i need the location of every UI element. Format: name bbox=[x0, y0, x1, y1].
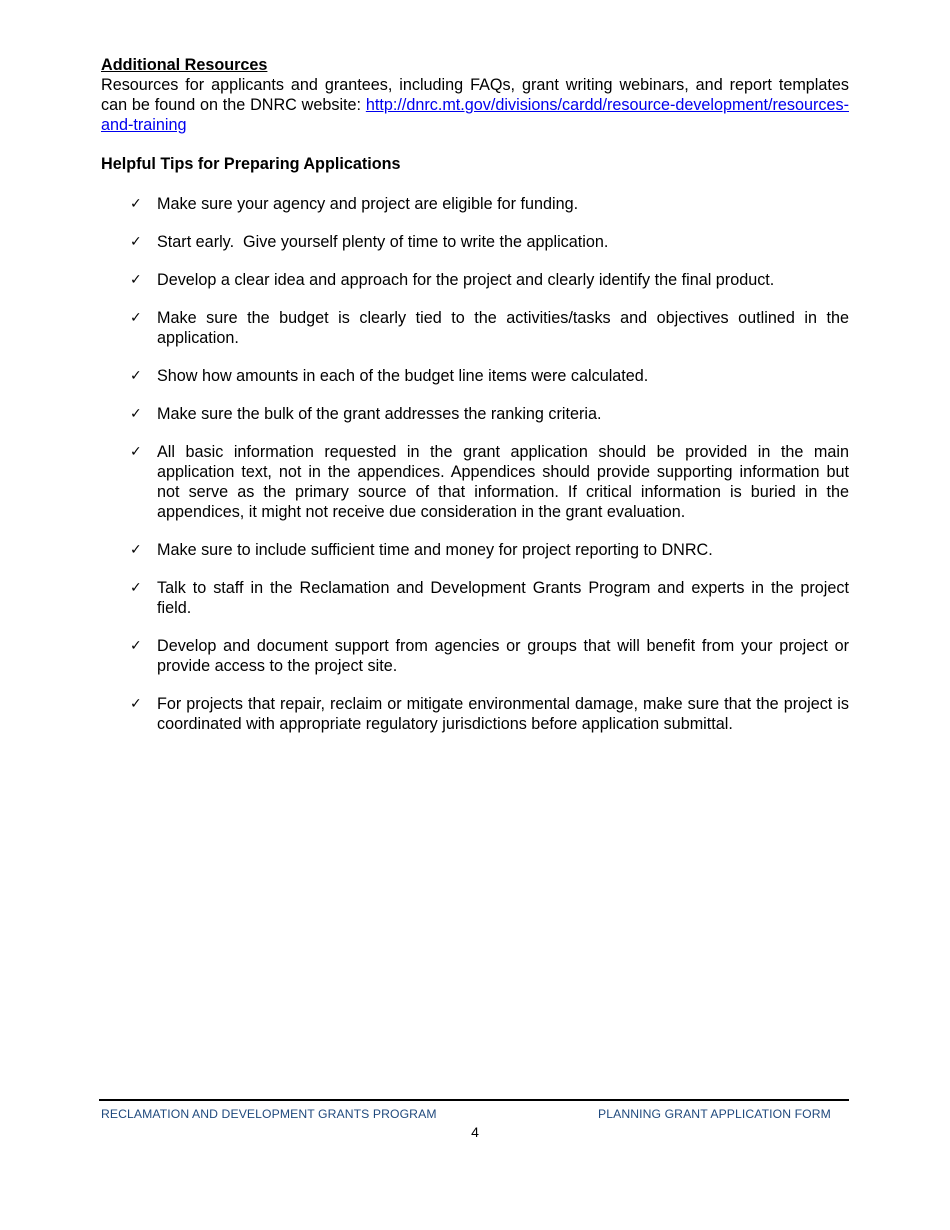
tip-text: Start early. Give yourself plenty of time to write the application. bbox=[157, 233, 609, 251]
list-item bbox=[101, 636, 849, 676]
tip-text: Show how amounts in each of the budget line items were calculated. bbox=[157, 367, 649, 385]
checkmark-icon: ✓ bbox=[130, 580, 142, 596]
list-item bbox=[101, 194, 849, 214]
additional-resources-heading: Additional Resources bbox=[101, 56, 268, 74]
checkmark-icon: ✓ bbox=[130, 542, 142, 558]
checkmark-icon: ✓ bbox=[130, 696, 142, 712]
document-body bbox=[101, 55, 849, 752]
dnrc-resources-link[interactable]: http://dnrc.mt.gov/divisions/cardd/resource-development/resources-and-training bbox=[101, 96, 849, 134]
footer-form-name: PLANNING GRANT APPLICATION FORM bbox=[598, 1107, 831, 1121]
tips-list bbox=[101, 194, 849, 734]
tip-text: Make sure your agency and project are eligible for funding. bbox=[157, 195, 579, 213]
helpful-tips-heading: Helpful Tips for Preparing Applications bbox=[101, 155, 401, 173]
tip-text: Develop and document support from agencies or groups that will benefit from your project or provide access to the project site. bbox=[157, 637, 849, 675]
tip-text: Develop a clear idea and approach for the project and clearly identify the final product. bbox=[157, 271, 775, 289]
list-item bbox=[101, 442, 849, 522]
list-item bbox=[101, 308, 849, 348]
checkmark-icon: ✓ bbox=[130, 196, 142, 212]
checkmark-icon: ✓ bbox=[130, 272, 142, 288]
list-item bbox=[101, 694, 849, 734]
tip-text: All basic information requested in the grant application should be provided in the main application text, not in the appendices. Appendices should provide supporting information but not serve as the primary source of that information. If critical information is buried in the appendices, it might not receive due consideration in the grant evaluation. bbox=[157, 443, 849, 521]
checkmark-icon: ✓ bbox=[130, 368, 142, 384]
list-item bbox=[101, 366, 849, 386]
resources-text: Resources for applicants and grantees, including FAQs, grant writing webinars, and report templates can be found on the DNRC website: bbox=[101, 76, 849, 114]
checkmark-icon: ✓ bbox=[130, 444, 142, 460]
list-item bbox=[101, 540, 849, 560]
checkmark-icon: ✓ bbox=[130, 638, 142, 654]
list-item bbox=[101, 270, 849, 290]
resources-paragraph bbox=[101, 75, 849, 135]
checkmark-icon: ✓ bbox=[130, 310, 142, 326]
tip-text: Make sure the bulk of the grant addresses the ranking criteria. bbox=[157, 405, 602, 423]
footer-program-name: RECLAMATION AND DEVELOPMENT GRANTS PROGRAM bbox=[101, 1107, 437, 1121]
list-item bbox=[101, 578, 849, 618]
list-item bbox=[101, 404, 849, 424]
tip-text: Talk to staff in the Reclamation and Development Grants Program and experts in the project field. bbox=[157, 579, 849, 617]
checkmark-icon: ✓ bbox=[130, 234, 142, 250]
footer-divider bbox=[99, 1099, 849, 1101]
page-number: 4 bbox=[471, 1124, 479, 1140]
tip-text: Make sure the budget is clearly tied to the activities/tasks and objectives outlined in the application. bbox=[157, 309, 849, 347]
tip-text: For projects that repair, reclaim or mitigate environmental damage, make sure that the project is coordinated with appropriate regulatory jurisdictions before application submittal. bbox=[157, 695, 849, 733]
tip-text: Make sure to include sufficient time and money for project reporting to DNRC. bbox=[157, 541, 713, 559]
list-item bbox=[101, 232, 849, 252]
checkmark-icon: ✓ bbox=[130, 406, 142, 422]
